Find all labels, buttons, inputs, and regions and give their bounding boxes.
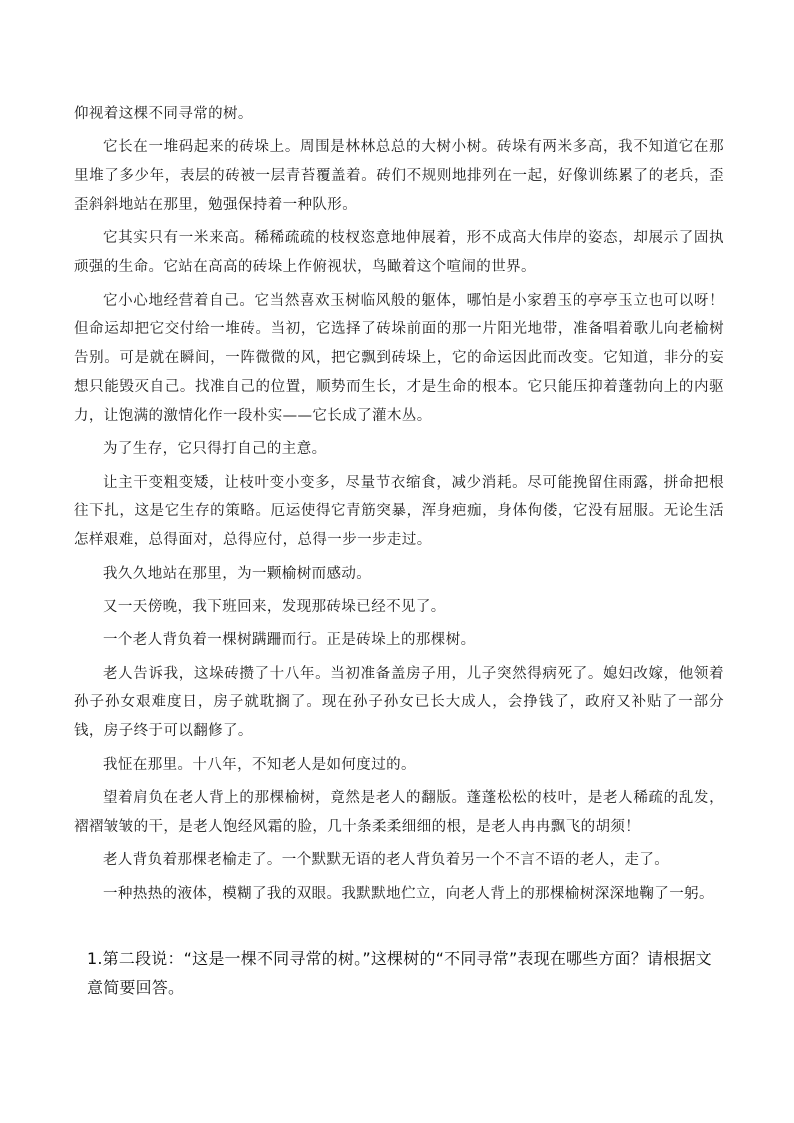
question-1	[87, 944, 727, 1002]
essay-paragraph-1: 仰视着这棵不同寻常的树。	[74, 106, 253, 122]
essay-text	[74, 100, 724, 913]
essay-paragraph-10: 老人告诉我，这垛砖攒了十八年。当初准备盖房子用，儿子突然得病死了。媳妇改嫁，他领着孙子孙女艰难度日，房子就耽搁了。现在孙子孙女已长大成人，会挣钱了，政府又补贴了一部分钱，房子终于可以翻修了。	[74, 665, 724, 740]
essay-paragraph-6: 让主干变粗变矮，让枝叶变小变多，尽量节衣缩食，减少消耗。尽可能挽留住雨露，拼命把根往下扎，这是它生存的策略。厄运使得它青筋突暴，浑身疤痂，身体佝偻，它没有屈服。无论生活怎样艰难，总得面对，总得应付，总得一步一步走过。	[74, 474, 724, 549]
essay-paragraph-12: 望着肩负在老人背上的那棵榆树，竟然是老人的翻版。蓬蓬松松的枝叶，是老人稀疏的乱发，褶褶皱皱的干，是老人饱经风霜的脸，几十条柔柔细细的根，是老人冉冉飘飞的胡须！	[74, 790, 724, 835]
essay-paragraph-9: 一个老人背负着一棵树蹒跚而行。正是砖垛上的那棵树。	[103, 632, 476, 649]
question-text: 第二段说：“这是一棵不同寻常的树。”这棵树的“不同寻常”表现在哪些方面？请根据文意简要回答。	[87, 949, 712, 997]
essay-paragraph-13: 老人背负着那棵老榆走了。一个默默无语的老人背负着另一个不言不语的老人，走了。	[103, 852, 670, 869]
essay-paragraph-7: 我久久地站在那里，为一颗榆树而感动。	[103, 565, 372, 582]
essay-paragraph-4: 它小心地经营着自己。它当然喜欢玉树临风般的躯体，哪怕是小家碧玉的亭亭玉立也可以呀！但命运却把它交付给一堆砖。当初，它选择了砖垛前面的那一片阳光地带，准备唱着歌儿向老榆树告别。可是就在瞬间，一阵微微的风，把它飘到砖垛上，它的命运因此而改变。它知道，非分的妄想只能毁灭自己。找准自己的位置，顺势而生长，才是生命的根本。它只能压抑着蓬勃向上的内驱力，让饱满的激情化作一段朴实——它长成了灌木丛。	[74, 292, 724, 424]
essay-paragraph-2: 它长在一堆码起来的砖垛上。周围是林林总总的大树小树。砖垛有两米多高，我不知道它在那里堆了多少年，表层的砖被一层青苔覆盖着。砖们不规则地排列在一起，好像训练累了的老兵，歪歪斜斜地站在那里，勉强保持着一种队形。	[74, 139, 724, 213]
essay-paragraph-11: 我怔在那里。十八年，不知老人是如何度过的。	[103, 756, 416, 773]
essay-paragraph-8: 又一天傍晚，我下班回来，发现那砖垛已经不见了。	[103, 598, 446, 615]
essay-paragraph-5: 为了生存，它只得打自己的主意。	[103, 441, 327, 458]
question-number: 1.	[87, 949, 103, 968]
essay-paragraph-14: 一种热热的液体，模糊了我的双眼。我默默地伫立，向老人背上的那棵榆树深深地鞠了一躬。	[103, 885, 714, 902]
essay-paragraph-3: 它其实只有一米来高。稀稀疏疏的枝杈恣意地伸展着，形不成高大伟岸的姿态，却展示了固执顽强的生命。它站在高高的砖垛上作俯视状，鸟瞰着这个喧闹的世界。	[74, 230, 724, 276]
